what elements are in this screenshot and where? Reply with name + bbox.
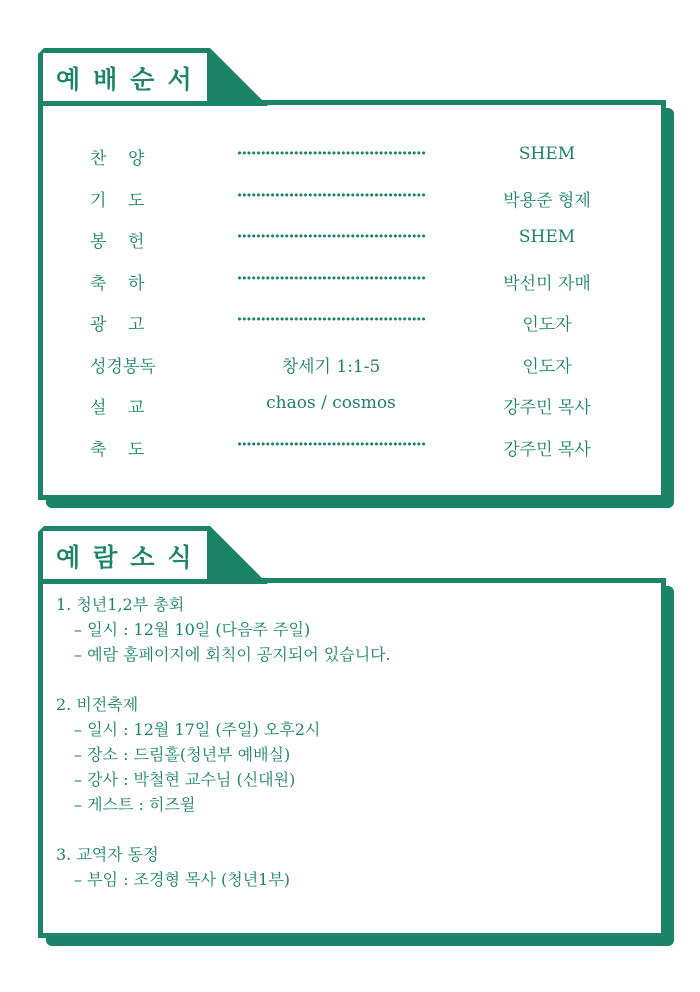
order-leader: SHEM [518,144,576,164]
dotted-leader: ········································ [236,227,426,247]
order-row [38,393,674,423]
order-content: 창세기 1:1-5 [281,356,381,377]
order-title: 예배순서 [56,65,205,94]
order-row [38,144,674,174]
order-item: 성경봉독 [90,356,156,377]
order-leader: 인도자 [522,356,572,377]
news-list [56,592,391,892]
order-row [38,435,674,465]
news-title: 예람소식 [56,543,205,572]
dotted-leader: ········································ [236,434,426,455]
news-line: – 예람 홈페이지에 회칙이 공지되어 있습니다. [74,645,391,664]
order-item: 광 고 [90,315,145,335]
order-leader: 박용준 형제 [503,190,591,211]
order-item: 축 하 [90,273,145,294]
order-content: chaos / cosmos [266,393,396,413]
order-leader: SHEM [518,227,576,247]
dotted-leader: ········································ [236,268,426,289]
news-heading: 2. 비전축제 [56,695,139,714]
order-item: 축 도 [90,439,145,460]
dotted-leader: ········································ [236,310,426,330]
news-line: – 일시 : 12월 17일 (주일) 오후2시 [74,720,321,739]
news-line: – 부임 : 조경형 목사 (청년1부) [74,870,291,889]
order-leader: 박선미 자매 [503,273,591,294]
order-item: 설 교 [90,398,145,418]
order-leader: 강주민 목사 [503,439,591,460]
order-leader: 강주민 목사 [503,398,591,418]
dotted-leader: ········································ [236,144,426,164]
order-leader: 인도자 [522,315,572,335]
order-row [38,186,674,216]
news-section [38,526,674,946]
order-row [38,269,674,299]
order-item: 봉 헌 [90,232,145,252]
dotted-leader: ········································ [236,185,426,206]
news-line: – 강사 : 박철현 교수님 (신대원) [74,770,296,789]
news-heading: 1. 청년1,2부 총회 [56,595,185,614]
order-of-worship-section [38,48,674,508]
news-heading: 3. 교역자 동정 [56,845,159,864]
order-row [38,352,674,382]
order-title-tab [38,48,268,106]
news-line: – 일시 : 12월 10일 (다음주 주일) [74,620,311,639]
order-row [38,310,674,340]
order-row [38,227,674,257]
news-title-tab [38,526,268,584]
news-line: – 게스트 : 히즈윌 [74,795,196,814]
news-line: – 장소 : 드림홀(청년부 예배실) [74,745,291,764]
order-item: 기 도 [90,190,145,211]
order-item: 찬 양 [90,149,145,169]
